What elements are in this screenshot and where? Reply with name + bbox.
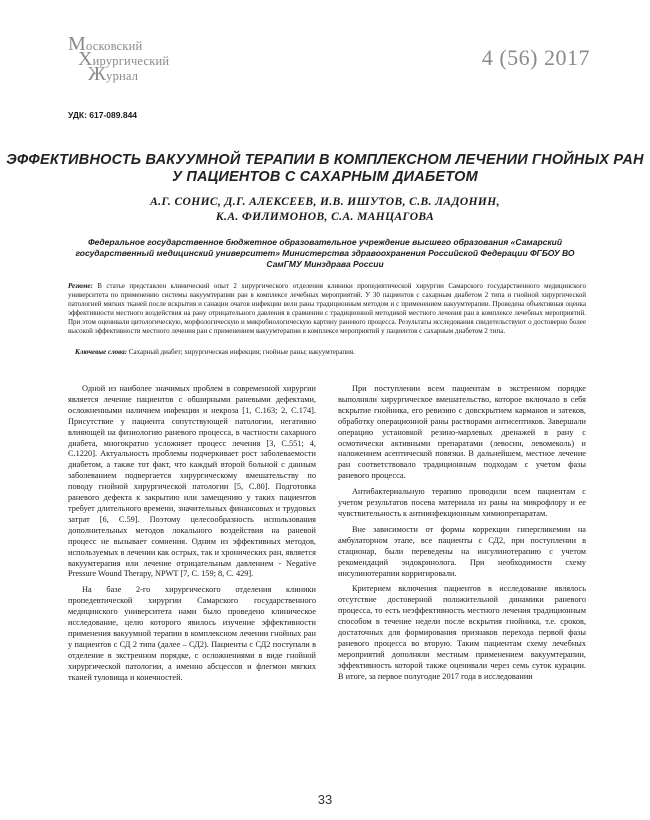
paragraph: Одной из наиболее значимых проблем в современной хирургии является лечение пациентов с обширными раневыми дефектами, осложненными наличием инфекции и некроза [1, С.163; 2, С.174]. Присутствие у пациента сопутствующей патологии, негативно влияющей на физиологию раневого процесса, в частности сахарного диабета, многократно усложняет процесс лечения [3, С.551; 4, С.1220]. Актуальность проблемы подчеркивает рост заболеваемости диабетом, а также тот факт, что каждый второй больной с данным заболеванием подвергается хирургическому вмешательству по поводу гнойной хирургической патологии [5, С.80]. Подготовка раневого дефекта к закрытию или замещению у таких пациентов требует длительного времени, значительных финансовых и трудовых затрат [6, С.59]. Поэтому целесообразность использования дополнительных методов локального воздействия на раневой процесс не вызывает сомнения. Одним из эффективных методов, используемых в лечении как острых, так и хронических ран, является вакуумтерапия или лечение отрицательным давлением - Negative Pressure Wound Therapy, NPWT [7, С. 159; 8, С. 429].: [68, 384, 316, 579]
paragraph: Вне зависимости от формы коррекции гипергликемии на амбулаторном этапе, все пациенты с СД2, при поступлении в стационар, были переведены на инсулинотерапию с учетом рекомендаций эндокринолога. При необходимости схему инсулинотерапии корригировали.: [338, 524, 586, 578]
logo-line-2: Хирургический: [78, 48, 170, 70]
article-title: ЭФФЕКТИВНОСТЬ ВАКУУМНОЙ ТЕРАПИИ В КОМПЛЕКСНОМ ЛЕЧЕНИИ ГНОЙНЫХ РАН У ПАЦИЕНТОВ С САХАРНЫМ ДИАБЕТОМ: [6, 152, 644, 185]
abstract-label: Резюме:: [68, 282, 93, 290]
paragraph: Антибактериальную терапию проводили всем пациентам с учетом результатов посева материала из раны на микрофлору и ее чувствительность к антиинфекционным химиопрепаратам.: [338, 487, 586, 518]
keywords: [75, 348, 585, 357]
journal-logo: [68, 33, 170, 85]
paragraph: На базе 2-го хирургического отделения клиники пропедевтической хирургии Самарского государственного медицинского университета нами было проведено клиническое исследование, целю которого явилось изучение эффективности применения вакуумной терапии в комплексном лечении гнойных ран у пациентов с СД 2 типа (далее – СД2). Пациенты с СД2 поступали в отделение в экстренном порядке, с осложнениями в виде гнойной хирургической патологии, а именно абсцессов и флегмон мягких тканей туловища и конечностей.: [68, 585, 316, 682]
keywords-text: Сахарный диабет; хирургическая инфекция; гнойные раны; вакуумтерапия.: [127, 348, 355, 356]
body-column-left: [68, 384, 316, 688]
udk-code: УДК: 617-089.844: [68, 110, 138, 120]
logo-line-3: Журнал: [88, 63, 139, 85]
abstract: [68, 282, 586, 337]
authors-line-1: А.Г. СОНИС, Д.Г. АЛЕКСЕЕВ, И.В. ИШУТОВ, С.В. ЛАДОНИН,: [150, 196, 500, 208]
authors: [0, 195, 650, 225]
paragraph: Критерием включения пациентов в исследование являлось отсутствие достоверной положительной динамики раневого процесса, то есть неэффективность местного лечения традиционным способом в течение недели после вскрытия гнойника, т.е. сроков, достаточных для формирования признаков перехода первой фазы раневого процесса во вторую. Таким пациентам схему лечебных мероприятий дополняли местным применением вакуумтерапии, эффективность которой также оценивали через семь суток курации. В итоге, за первое полугодие 2017 года в исследовании: [338, 584, 586, 681]
keywords-label: Ключевые слова:: [75, 348, 128, 356]
logo-line-1: Московский: [68, 33, 143, 55]
paragraph: При поступлении всем пациентам в экстренном порядке выполняли хирургическое вмешательство, которое включало в себя вскрытие гнойника, его ревизию с довскрытием карманов и затеков, обработку операционной раны растворами антисептиков. Завершали операцию установкой резино-марлевых дренажей в рану с осмотически активными препаратами (левосин, левомеколь) и наложением асептической повязки. В дальнейшем, местное лечение ран соответствовало традиционным подходам с учетом фазы раневого процесса.: [338, 384, 586, 481]
affiliation: Федеральное государственное бюджетное образовательное учреждение высшего образования «Самарский государственный медицинский университет» Министерства здравоохранения Российской Федерации ФГБОУ ВО СамГМУ Минздрава России: [75, 237, 575, 269]
page-number: 33: [317, 792, 333, 807]
authors-line-2: К.А. ФИЛИМОНОВ, С.А. МАНЦАГОВА: [215, 211, 435, 223]
body-column-right: [338, 384, 586, 688]
abstract-text: В статье представлен клинический опыт 2 хирургического отделения клиники пропедевтической хирургии Самарского государственного медицинского университета по применению системы вакуумтерапии ран в комплексе лечебных мероприятий. У 30 пациентов с сахарным диабетом 2 типа и гнойной хирургической патологией мягких тканей после вскрытия и санации очагов инфекции вели раны традиционным методом и с применением вакуумтерапии. Проведена объективная оценка эффективности местного воздействия на рану отрицательного давления в сравнении с традиционной методикой местного лечения ран в комплексе лечебных мероприятий. При этом оценивали цитологическую, морфологическую и микробиологическую картину раневого процесса. Результаты исследования свидетельствуют о достоверно более высокой эффективности местного лечения ран с применением вакуумтерапии в комплексе мероприятий у пациентов с сахарным диабетом 2 типа.: [68, 282, 586, 336]
issue-number: 4 (56) 2017: [481, 45, 590, 70]
